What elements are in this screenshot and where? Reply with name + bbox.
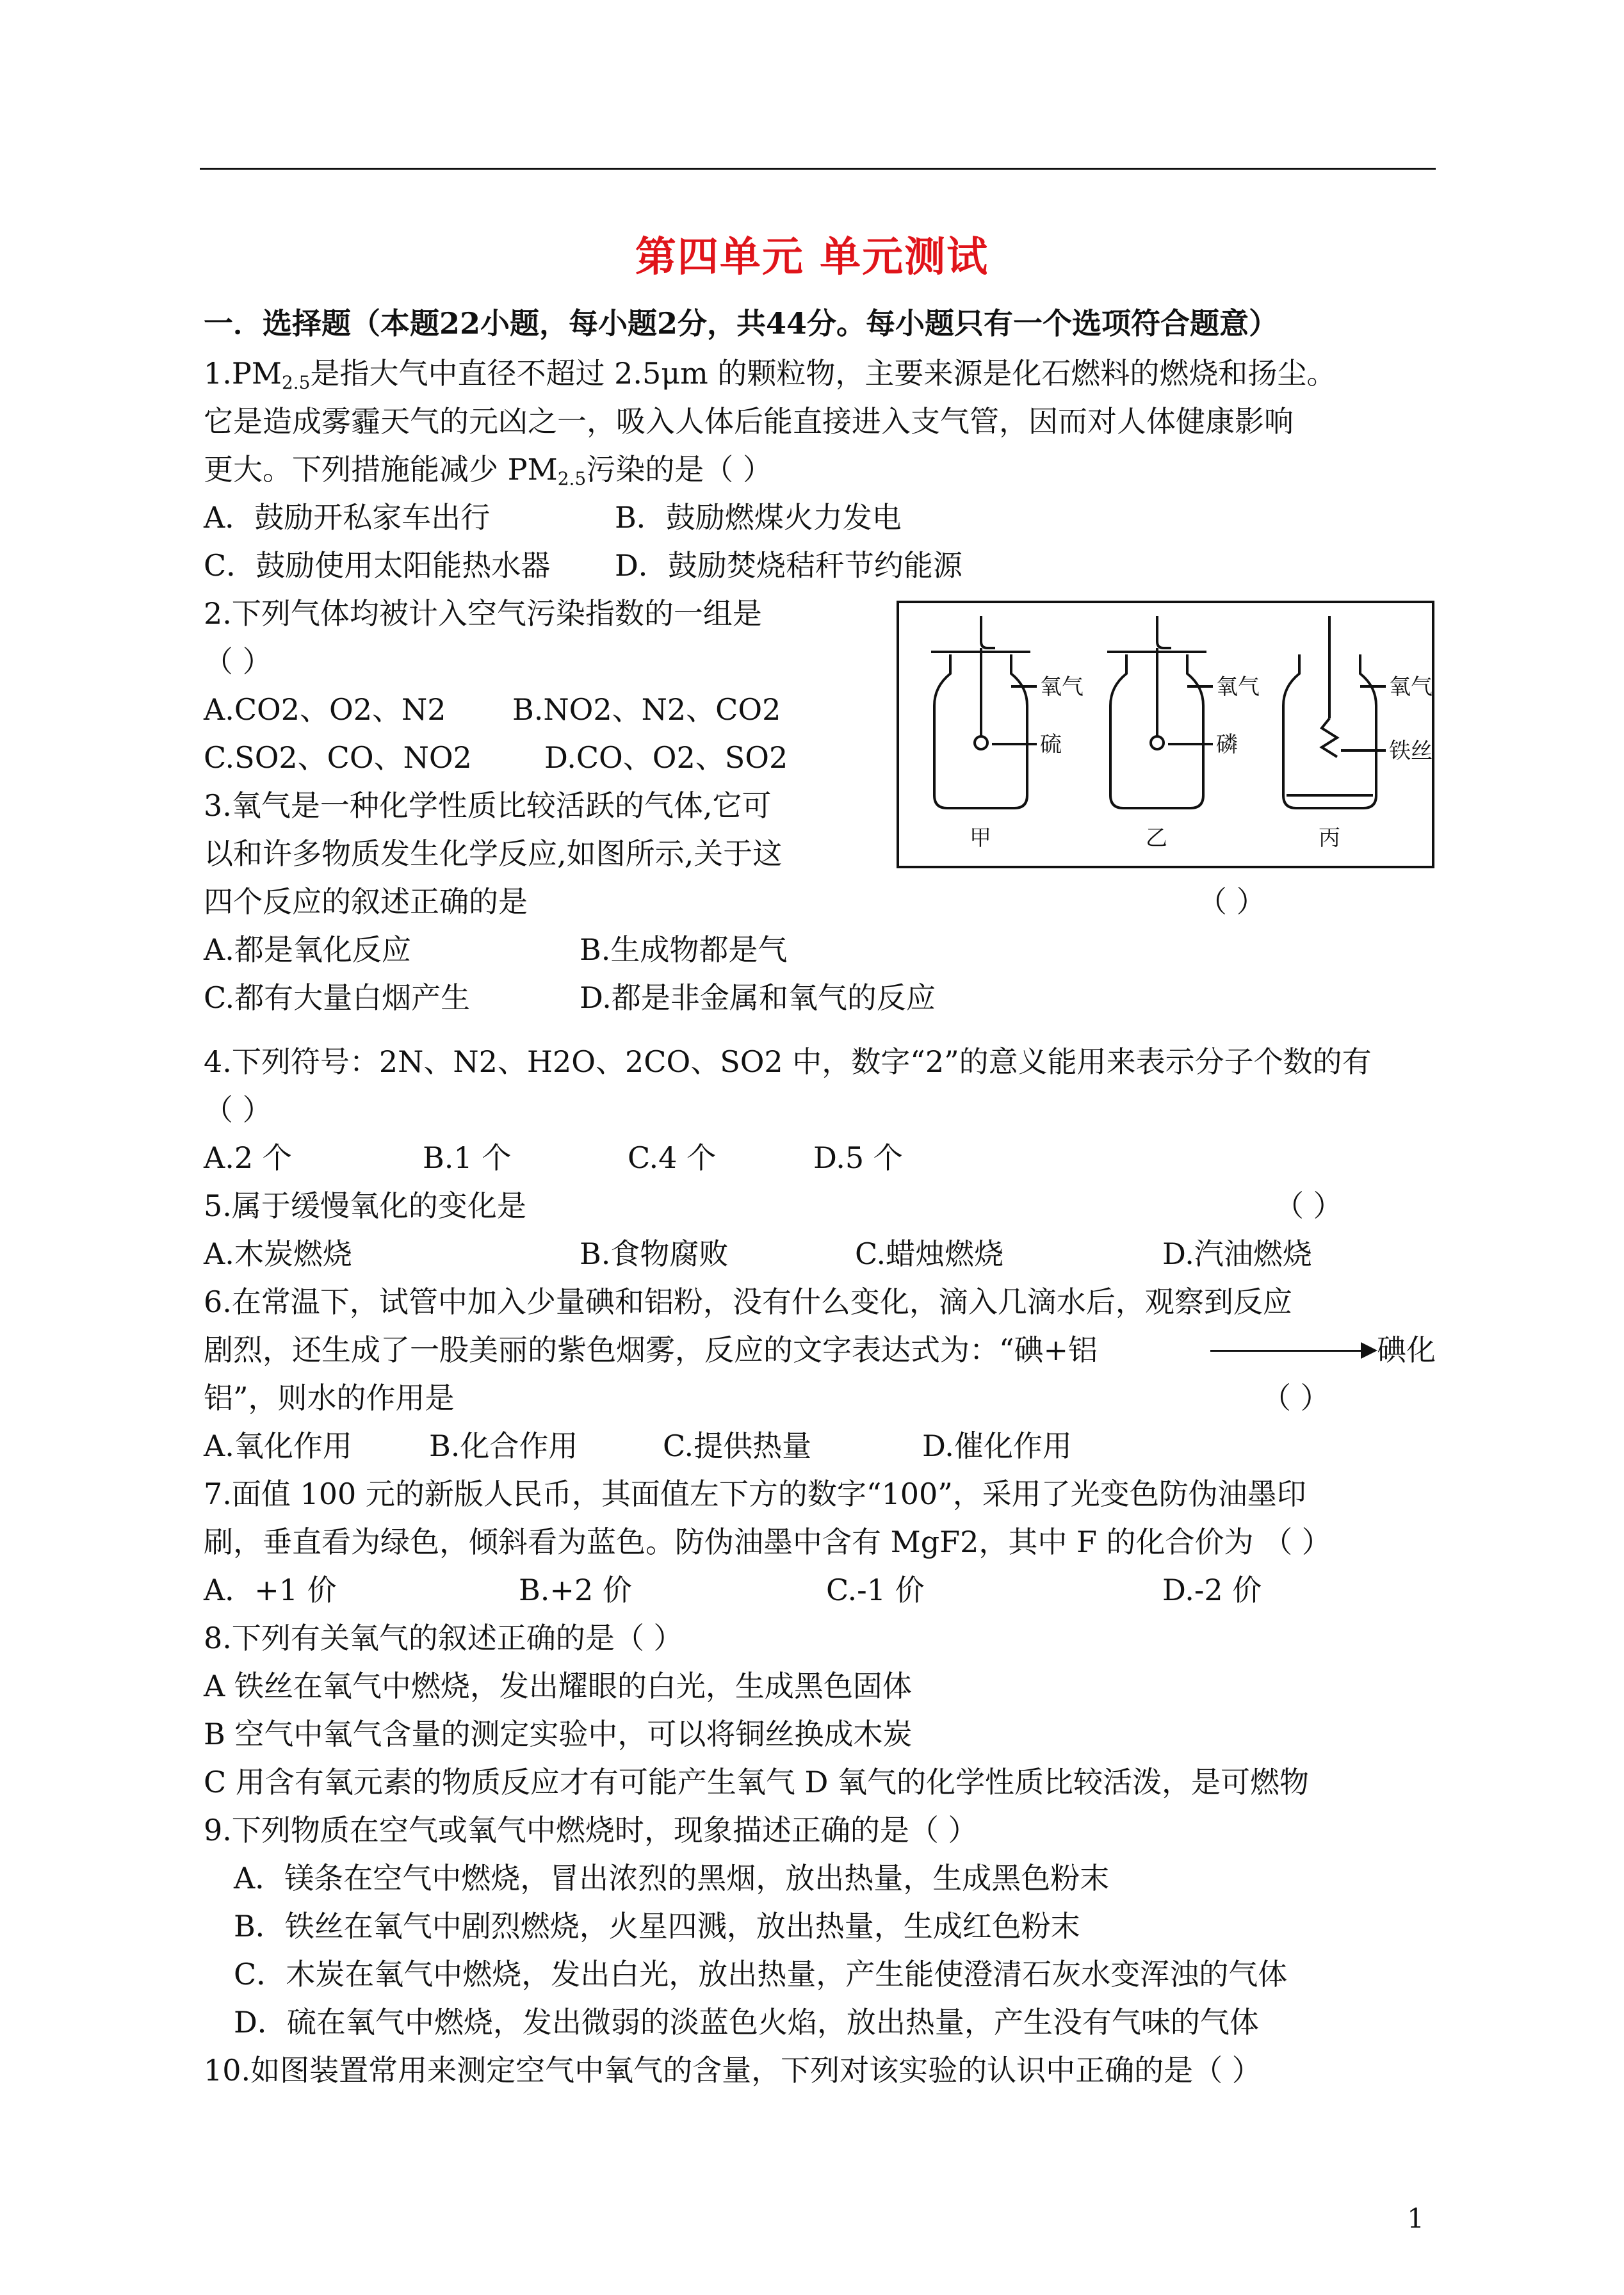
question-8-line-1: 8.下列有关氧气的叙述正确的是（ ） <box>204 1621 683 1655</box>
question-1-option-a: A．鼓励开私家车出行 <box>204 500 491 535</box>
question-5-option-a: A.木炭燃烧 <box>204 1237 352 1271</box>
question-4-line-2: （ ） <box>204 1092 272 1127</box>
question-7-option-c: C.-1 价 <box>826 1573 925 1607</box>
question-8-option-c-d: C 用含有氧元素的物质反应才有可能产生氧气 D 氧气的化学性质比较活泼，是可燃物 <box>204 1765 1309 1799</box>
question-3-line-3: 四个反应的叙述正确的是 <box>204 884 528 919</box>
question-5-option-b: B.食物腐败 <box>580 1237 729 1271</box>
question-2-line-2: （ ） <box>204 644 272 679</box>
question-7-option-d: D.-2 价 <box>1162 1573 1262 1607</box>
question-6-line-2: 剧烈，还生成了一股美丽的紫色烟雾，反应的文字表达式为：“碘+铝 <box>204 1333 1098 1367</box>
question-3-line-2: 以和许多物质发生化学反应,如图所示,关于这 <box>204 836 783 871</box>
question-3-option-a: A.都是氧化反应 <box>204 932 411 967</box>
question-9-option-a: A．镁条在空气中燃烧，冒出浓烈的黑烟，放出热量，生成黑色粉末 <box>234 1861 1110 1895</box>
jar-3-label: 丙 <box>1319 825 1340 851</box>
question-7-line-2: 刷，垂直看为绿色，倾斜看为蓝色。防伪油墨中含有 MgF2，其中 F 的化合价为 （ ） <box>204 1525 1331 1559</box>
oxygen-reaction-figure <box>897 601 1434 868</box>
question-1-line-3: 更大。下列措施能减少 $PM_{2.5}$污染的是（ ） <box>204 452 772 489</box>
question-6-option-b: B.化合作用 <box>429 1429 578 1463</box>
question-7-line-1: 7.面值 100 元的新版人民币，其面值左下方的数字“100”，采用了光变色防伪油墨印 <box>204 1477 1306 1511</box>
question-6-line-2-end: 碘化 <box>1377 1333 1436 1367</box>
jar-2-gas-label: 氧气 <box>1216 674 1260 700</box>
question-10-line-1: 10.如图装置常用来测定空气中氧气的含量，下列对该实验的认识中正确的是（ ） <box>204 2053 1262 2088</box>
question-1-line-1: $1.PM_{2.5}$是指大气中直径不超过 2.5μm 的颗粒物，主要来源是化石燃料的燃烧和扬尘。 <box>204 356 1336 393</box>
question-9-line-1: 9.下列物质在空气或氧气中燃烧时，现象描述正确的是（ ） <box>204 1813 978 1847</box>
page-number: 1 <box>1407 2203 1424 2234</box>
page-title: 第四单元 单元测试 <box>635 233 989 281</box>
question-1-option-d: D．鼓励焚烧秸秆节约能源 <box>615 548 962 583</box>
question-8-option-a: A 铁丝在氧气中燃烧，发出耀眼的白光，生成黑色固体 <box>204 1669 912 1703</box>
question-3-option-d: D.都是非金属和氧气的反应 <box>580 980 936 1015</box>
question-8-option-b: B 空气中氧气含量的测定实验中，可以将铜丝换成木炭 <box>204 1717 913 1751</box>
question-3-option-c: C.都有大量白烟产生 <box>204 980 471 1015</box>
question-3-option-b: B.生成物都是气 <box>580 932 788 967</box>
question-4-option-b: B.1 个 <box>423 1140 512 1175</box>
question-9-option-d: D．硫在氧气中燃烧，发出微弱的淡蓝色火焰，放出热量，产生没有气味的气体 <box>234 2005 1259 2040</box>
section-heading: 一．选择题（本题22小题，每小题2分，共44分。每小题只有一个选项符合题意） <box>204 306 1279 341</box>
question-7-option-b: B.+2 价 <box>519 1573 632 1607</box>
question-2-option-a: A.CO2、O2、N2 <box>204 692 446 727</box>
header-rule <box>200 168 1436 170</box>
question-6-option-c: C.提供热量 <box>663 1429 812 1463</box>
jars-illustration <box>899 603 1432 866</box>
reaction-arrow <box>1210 1350 1364 1352</box>
question-2-option-c: C.SO2、CO、NO2 <box>204 740 472 775</box>
jar-1-substance-label: 硫 <box>1040 732 1062 758</box>
question-5-line-1: 5.属于缓慢氧化的变化是 <box>204 1188 526 1223</box>
question-9-option-b: B．铁丝在氧气中剧烈燃烧，火星四溅，放出热量，生成红色粉末 <box>234 1909 1080 1943</box>
question-4-line-1: 4.下列符号：2N、N2、H2O、2CO、SO2 中，数字“2”的意义能用来表示分子个数的有 <box>204 1044 1372 1079</box>
question-9-option-c: C．木炭在氧气中燃烧，发出白光，放出热量，产生能使澄清石灰水变浑浊的气体 <box>234 1957 1288 1991</box>
reaction-arrowhead-icon <box>1361 1342 1377 1359</box>
question-4-option-a: A.2 个 <box>204 1140 292 1175</box>
jar-1-label: 甲 <box>970 825 991 851</box>
jar-3-gas-label: 氧气 <box>1389 674 1432 700</box>
question-2-option-b: B.NO2、N2、CO2 <box>512 692 781 727</box>
question-1-line-2: 它是造成雾霾天气的元凶之一，吸入人体后能直接进入支气管，因而对人体健康影响 <box>204 404 1294 439</box>
question-6-answer-paren: （ ） <box>1262 1381 1330 1415</box>
jar-2-label: 乙 <box>1146 825 1167 851</box>
question-2-line-1: 2.下列气体均被计入空气污染指数的一组是 <box>204 596 762 631</box>
question-4-option-c: C.4 个 <box>628 1140 717 1175</box>
question-4-option-d: D.5 个 <box>813 1140 903 1175</box>
question-6-line-1: 6.在常温下，试管中加入少量碘和铝粉，没有什么变化，滴入几滴水后，观察到反应 <box>204 1285 1292 1319</box>
question-3-answer-paren: （ ） <box>1198 884 1266 919</box>
question-3-line-1: 3.氧气是一种化学性质比较活跃的气体,它可 <box>204 788 772 823</box>
jar-3-substance-label: 铁丝 <box>1389 738 1432 764</box>
question-6-option-a: A.氧化作用 <box>204 1429 352 1463</box>
question-5-answer-paren: （ ） <box>1274 1188 1343 1223</box>
jar-1-gas-label: 氧气 <box>1040 674 1084 700</box>
question-1-option-b: B．鼓励燃煤火力发电 <box>615 500 902 535</box>
question-2-option-d: D.CO、O2、SO2 <box>544 740 788 775</box>
question-5-option-d: D.汽油燃烧 <box>1162 1237 1312 1271</box>
question-6-line-3: 铝”，则水的作用是 <box>204 1381 455 1415</box>
jar-2-substance-label: 磷 <box>1216 732 1238 758</box>
question-5-option-c: C.蜡烛燃烧 <box>855 1237 1004 1271</box>
question-6-option-d: D.催化作用 <box>922 1429 1072 1463</box>
question-7-option-a: A．+1 价 <box>204 1573 337 1607</box>
question-1-option-c: C．鼓励使用太阳能热水器 <box>204 548 551 583</box>
